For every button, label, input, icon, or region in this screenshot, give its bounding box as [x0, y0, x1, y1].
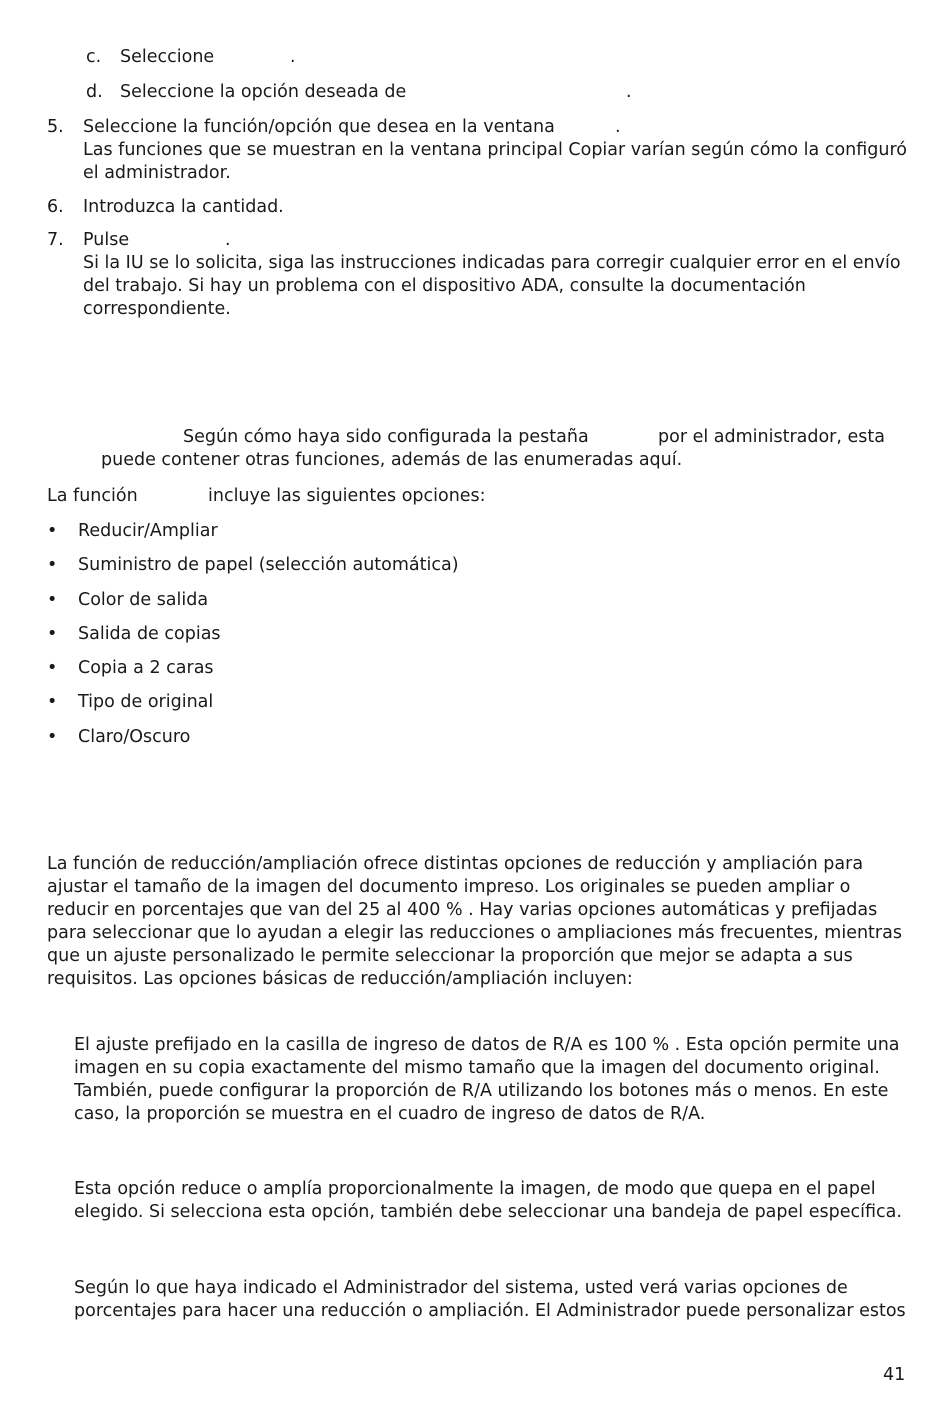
step-7-detail-line: Si la IU se lo solicita, siga las instrucciones indicadas para corregir cualquier error en el envío — [83, 253, 901, 273]
note-text-part2: por el administrador, esta — [658, 427, 885, 447]
step-7-marker: 7. — [47, 230, 64, 250]
paragraph-line: Esta opción reduce o amplía proporcionalmente la imagen, de modo que quepa en el papel — [74, 1179, 876, 1199]
paragraph-line: La función de reducción/ampliación ofrece distintas opciones de reducción y ampliación para — [47, 854, 864, 874]
paragraph-line: porcentajes para hacer una reducción o ampliación. El Administrador puede personalizar estos — [74, 1301, 906, 1321]
step-5-detail-line: el administrador. — [83, 163, 231, 183]
step-5-marker: 5. — [47, 117, 64, 137]
bullet-marker: • — [47, 727, 58, 747]
option-label: Reducir/Ampliar — [78, 521, 218, 541]
intro-text-part1: La función — [47, 486, 138, 506]
option-label: Color de salida — [78, 590, 209, 610]
step-5-detail — [83, 139, 907, 185]
option-label: Tipo de original — [78, 692, 214, 712]
step-5-period: . — [615, 117, 621, 137]
option-label: Copia a 2 caras — [78, 658, 214, 678]
option-100-description — [74, 1034, 900, 1126]
paragraph-line: elegido. Si selecciona esta opción, también debe seleccionar una bandeja de papel específica. — [74, 1202, 902, 1222]
step-6-text: Introduzca la cantidad. — [83, 197, 284, 217]
paragraph-line: imagen en su copia exactamente del mismo tamaño que la imagen del documento original. — [74, 1058, 880, 1078]
step-6-marker: 6. — [47, 197, 64, 217]
bullet-marker: • — [47, 692, 58, 712]
step-7-detail-line: correspondiente. — [83, 299, 231, 319]
step-d-marker: d. — [86, 82, 103, 102]
paragraph-line: El ajuste prefijado en la casilla de ingreso de datos de R/A es 100 % . Esta opción permite una — [74, 1035, 900, 1055]
step-7-detail — [83, 252, 901, 321]
paragraph-line: que un ajuste personalizado le permite seleccionar la proporción que mejor se adapta a sus — [47, 946, 853, 966]
step-c-marker: c. — [86, 47, 102, 67]
paragraph-line: Según lo que haya indicado el Administrador del sistema, usted verá varias opciones de — [74, 1278, 848, 1298]
bullet-marker: • — [47, 590, 58, 610]
option-preset-description — [74, 1277, 906, 1323]
paragraph-line: También, puede configurar la proporción de R/A utilizando los botones más o menos. En este — [74, 1081, 889, 1101]
step-d-period: . — [626, 82, 632, 102]
page-number: 41 — [883, 1365, 906, 1385]
intro-text-part2: incluye las siguientes opciones: — [208, 486, 486, 506]
note-text-line2: puede contener otras funciones, además de las enumeradas aquí. — [101, 450, 683, 470]
step-c-text: Seleccione — [120, 47, 215, 67]
option-auto-description — [74, 1178, 902, 1224]
paragraph-line: ajustar el tamaño de la imagen del documento impreso. Los originales se pueden ampliar o — [47, 877, 851, 897]
paragraph-line: caso, la proporción se muestra en el cuadro de ingreso de datos de R/A. — [74, 1104, 706, 1124]
bullet-marker: • — [47, 658, 58, 678]
bullet-marker: • — [47, 521, 58, 541]
step-7-text: Pulse — [83, 230, 130, 250]
option-label: Salida de copias — [78, 624, 221, 644]
step-7-period: . — [225, 230, 231, 250]
paragraph-line: reducir en porcentajes que van del 25 al 400 % . Hay varias opciones automáticas y prefijadas — [47, 900, 878, 920]
option-label: Claro/Oscuro — [78, 727, 191, 747]
step-5-text: Seleccione la función/opción que desea en la ventana — [83, 117, 555, 137]
paragraph-line: requisitos. Las opciones básicas de reducción/ampliación incluyen: — [47, 969, 633, 989]
bullet-marker: • — [47, 555, 58, 575]
paragraph-line: para seleccionar que lo ayudan a elegir las reducciones o ampliaciones más frecuentes, mientras — [47, 923, 902, 943]
reduce-enlarge-paragraph — [47, 853, 902, 991]
step-7-detail-line: del trabajo. Si hay un problema con el dispositivo ADA, consulte la documentación — [83, 276, 806, 296]
step-5-detail-line: Las funciones que se muestran en la ventana principal Copiar varían según cómo la configuró — [83, 140, 907, 160]
bullet-marker: • — [47, 624, 58, 644]
step-c-period: . — [290, 47, 296, 67]
option-label: Suministro de papel (selección automática) — [78, 555, 459, 575]
step-d-text: Seleccione la opción deseada de — [120, 82, 407, 102]
note-text-part1: Según cómo haya sido configurada la pestaña — [183, 427, 589, 447]
